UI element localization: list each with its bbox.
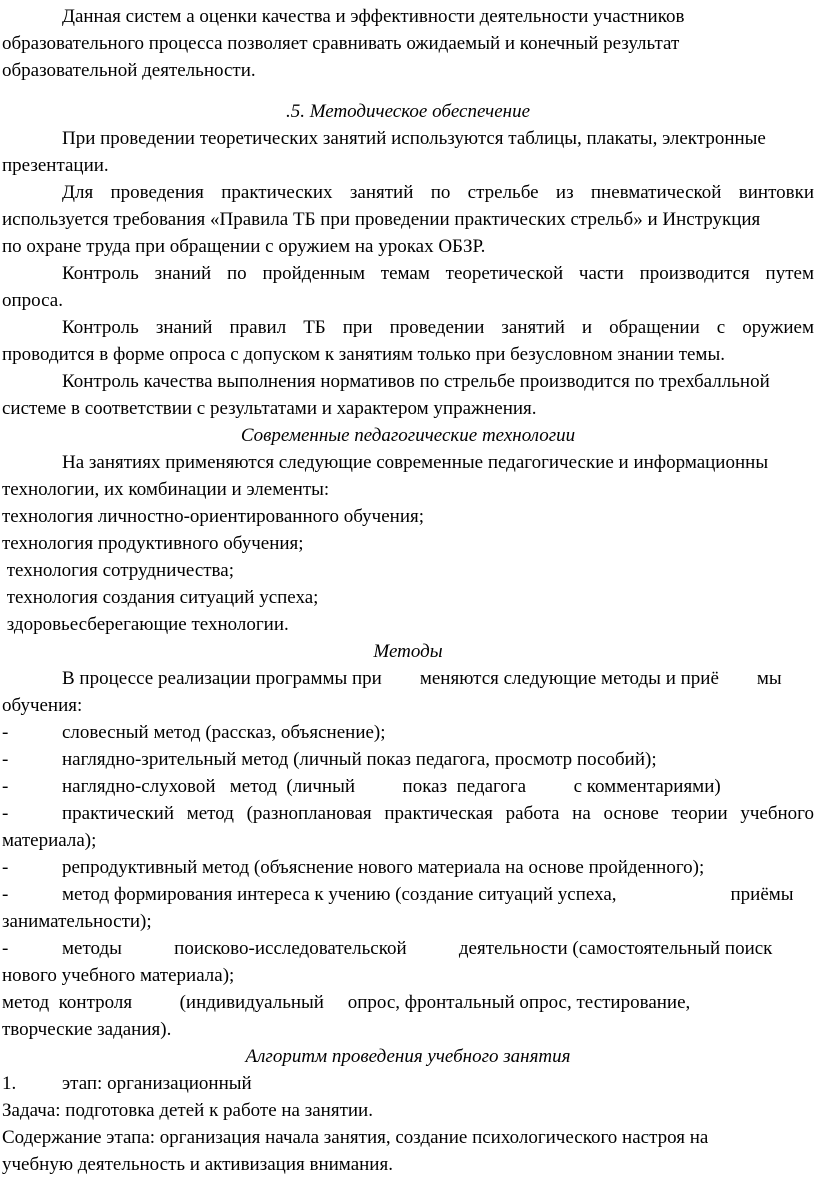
list-item-text: наглядно-слуховой метод (личный показ педагога с комментариями) xyxy=(62,776,721,797)
list-item: технология сотрудничества; xyxy=(2,560,234,581)
numbered-item xyxy=(0,1071,816,1098)
paragraph-line: технологии, их комбинации и элементы: xyxy=(2,479,330,500)
list-item: технология создания ситуаций успеха; xyxy=(2,587,319,608)
paragraph-line: используется требования «Правила ТБ при проведении практических стрельб» и Инструкция xyxy=(2,209,761,230)
paragraph-line: Контроль знаний по пройденным темам теоретической части производится путем xyxy=(62,263,814,284)
list-item-text: наглядно-зрительный метод (личный показ педагога, просмотр пособий); xyxy=(62,749,657,770)
list-item-text: практический метод (разноплановая практическая работа на основе теории учебного xyxy=(62,803,814,824)
list-item-continuation: занимательности); xyxy=(2,911,152,932)
list-item-text: методы поисково-исследовательской деятельности (самостоятельный поиск xyxy=(62,938,773,959)
paragraph-line: образовательного процесса позволяет сравнивать ожидаемый и конечный результат xyxy=(2,33,680,54)
dash-marker: - xyxy=(2,857,9,878)
list-item-text: репродуктивный метод (объяснение нового материала на основе пройденного); xyxy=(62,857,705,878)
list-item-text: словесный метод (рассказ, объяснение); xyxy=(62,722,386,743)
list-item: метод контроля (индивидуальный опрос, фронтальный опрос, тестирование, xyxy=(2,992,691,1013)
section-heading-methods: Методы xyxy=(373,641,443,662)
paragraph-line: обучения: xyxy=(2,695,83,716)
numbered-item-text: этап: организационный xyxy=(62,1073,252,1094)
list-item: здоровьесберегающие технологии. xyxy=(2,614,289,635)
list-item xyxy=(0,855,816,882)
paragraph-line: Содержание этапа: организация начала занятия, создание психологического настроя на xyxy=(2,1127,709,1148)
paragraph-line: образовательной деятельности. xyxy=(2,60,256,81)
paragraph-line: Для проведения практических занятий по стрельбе из пневматической винтовки xyxy=(62,182,814,203)
list-item-text: метод формирования интереса к учению (создание ситуаций успеха, приёмы xyxy=(62,884,794,905)
section-heading-pedagogical-technologies: Современные педагогические технологии xyxy=(240,425,576,446)
list-item-continuation: материала); xyxy=(2,830,97,851)
paragraph-line: системе в соответствии с результатами и характером упражнения. xyxy=(2,398,537,419)
paragraph-line: презентации. xyxy=(2,155,109,176)
list-item xyxy=(0,936,816,963)
dash-marker: - xyxy=(2,722,9,743)
paragraph-line: На занятиях применяются следующие современные педагогические и информационны xyxy=(62,452,769,473)
paragraph-line: В процессе реализации программы при меняются следующие методы и приё мы xyxy=(62,668,782,689)
list-item xyxy=(0,747,816,774)
dash-marker: - xyxy=(2,884,9,905)
list-item-continuation: нового учебного материала); xyxy=(2,965,235,986)
paragraph-line: опроса. xyxy=(2,290,63,311)
paragraph-line: Контроль качества выполнения нормативов по стрельбе производится по трехбалльной xyxy=(62,371,770,392)
paragraph-line: по охране труда при обращении с оружием на уроках ОБЗР. xyxy=(2,236,486,257)
dash-marker: - xyxy=(2,776,9,797)
dash-marker: - xyxy=(2,938,9,959)
section-heading-methodical-support: .5. Методическое обеспечение xyxy=(285,101,531,122)
paragraph-line: Контроль знаний правил ТБ при проведении занятий и обращении с оружием xyxy=(62,317,814,338)
list-item: технология личностно-ориентированного обучения; xyxy=(2,506,424,527)
section-heading-lesson-algorithm: Алгоритм проведения учебного занятия xyxy=(245,1046,571,1067)
paragraph-line: учебную деятельность и активизация внимания. xyxy=(2,1154,393,1175)
list-item xyxy=(0,774,816,801)
dash-marker: - xyxy=(2,749,9,770)
paragraph-line: При проведении теоретических занятий используются таблицы, плакаты, электронные xyxy=(62,128,766,149)
paragraph-line: проводится в форме опроса с допуском к занятиям только при безусловном знании темы. xyxy=(2,344,725,365)
paragraph-line: Данная систем а оценки качества и эффективности деятельности участников xyxy=(62,6,685,27)
paragraph-line: Задача: подготовка детей к работе на занятии. xyxy=(2,1100,373,1121)
list-item: технология продуктивного обучения; xyxy=(2,533,304,554)
item-number: 1. xyxy=(2,1073,17,1094)
dash-marker: - xyxy=(2,803,9,824)
list-item xyxy=(0,882,816,909)
list-item-continuation: творческие задания). xyxy=(2,1019,172,1040)
list-item xyxy=(0,801,816,828)
list-item xyxy=(0,720,816,747)
